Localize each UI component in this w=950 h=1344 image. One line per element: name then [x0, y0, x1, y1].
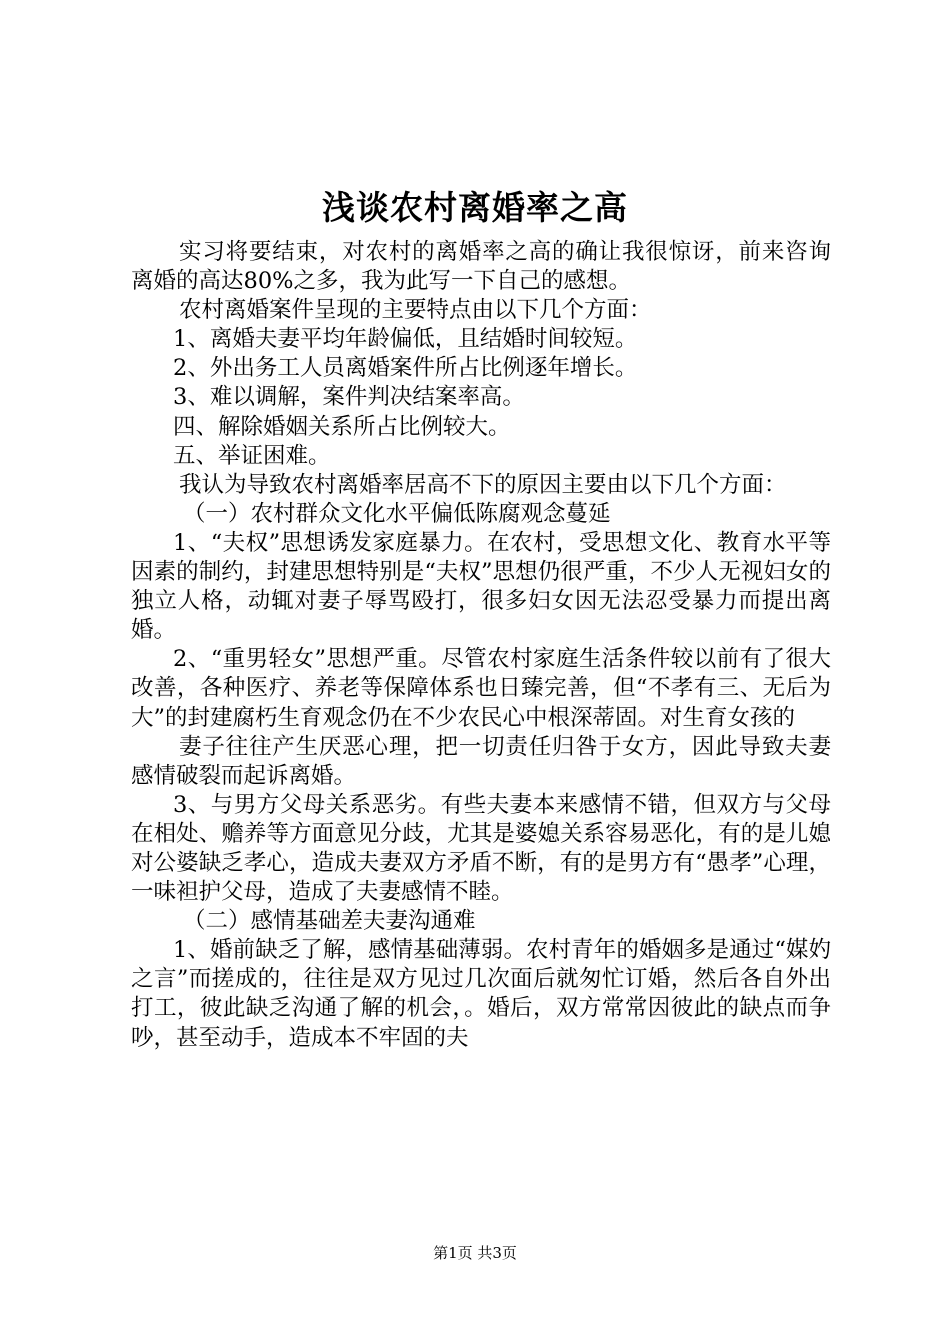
page-number-footer: 第1页 共3页	[433, 1244, 517, 1262]
list-item-feature-5: 五、举证困难。	[173, 442, 331, 469]
section-heading-1: （一）农村群众文化水平偏低陈腐观念蔓延	[183, 500, 611, 527]
paragraph-cause-1-2-continued: 妻子往往产生厌恶心理，把一切责任归咎于女方，因此导致夫妻感情破裂而起诉离婚。	[131, 733, 831, 789]
paragraph-cause-1-2: 2、“重男轻女”思想严重。尽管农村家庭生活条件较以前有了很大改善，各种医疗、养老等保障体系也日臻完善，但“不孝有三、无后为大”的封建腐朽生育观念仍在不少农民心中根深蒂固。对生育女孩的	[131, 646, 831, 731]
paragraph-cause-1-1: 1、“夫权”思想诱发家庭暴力。在农村，受思想文化、教育水平等因素的制约，封建思想特别是“夫权”思想仍很严重，不少人无视妇女的独立人格，动辄对妻子辱骂殴打，很多妇女因无法忍受暴力而提出离婚。	[131, 529, 831, 644]
section-heading-2: （二）感情基础差夫妻沟通难	[183, 908, 476, 935]
paragraph-intro: 实习将要结束，对农村的离婚率之高的确让我很惊讶，前来咨询离婚的高达80%之多，我为此写一下自己的感想。	[131, 239, 831, 295]
document-body	[131, 238, 831, 1053]
list-item-feature-1: 1、离婚夫妻平均年龄偏低，且结婚时间较短。	[173, 326, 638, 353]
paragraph-features-heading: 农村离婚案件呈现的主要特点由以下几个方面：	[179, 297, 652, 324]
paragraph-cause-2-1: 1、婚前缺乏了解，感情基础薄弱。农村青年的婚姻多是通过“媒妁之言”而搓成的，往往是双方见过几次面后就匆忙订婚，然后各自外出打工，彼此缺乏沟通了解的机会，。婚后，双方常常因彼此的缺点而争吵，甚至动手，造成本不牢固的夫	[131, 937, 831, 1051]
paragraph-causes-heading: 我认为导致农村离婚率居高不下的原因主要由以下几个方面：	[179, 471, 787, 498]
list-item-feature-2: 2、外出务工人员离婚案件所占比例逐年增长。	[173, 355, 638, 382]
list-item-feature-4: 四、解除婚姻关系所占比例较大。	[173, 413, 511, 440]
list-item-feature-3: 3、难以调解，案件判决结案率高。	[173, 384, 525, 411]
paragraph-cause-1-3: 3、与男方父母关系恶劣。有些夫妻本来感情不错，但双方与父母在相处、赡养等方面意见分歧，尤其是婆媳关系容易恶化，有的是儿媳对公婆缺乏孝心，造成夫妻双方矛盾不断，有的是男方有“愚孝”心理，一味袒护父母，造成了夫妻感情不睦。	[131, 791, 831, 906]
document-title: 浅谈农村离婚率之高	[322, 188, 628, 227]
